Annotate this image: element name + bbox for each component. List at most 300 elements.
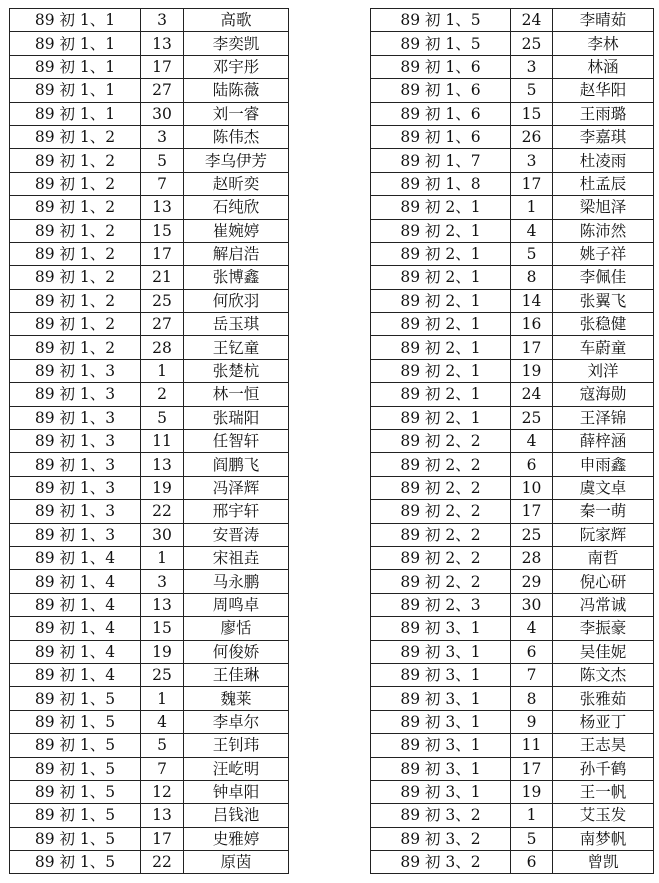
class-cell: 89 初 1、2 [10,172,141,195]
table-row [371,9,654,32]
table-row [371,242,654,265]
table-row [10,102,289,125]
name-cell: 刘一睿 [184,102,289,125]
table-row [371,406,654,429]
table-row [10,55,289,78]
table-row [10,313,289,336]
table-row [10,851,289,874]
class-cell: 89 初 1、5 [10,851,141,874]
table-row [10,32,289,55]
name-cell: 孙千鹤 [553,757,654,780]
number-cell: 17 [511,500,553,523]
number-cell: 17 [141,827,184,850]
table-row [371,289,654,312]
class-cell: 89 初 1、1 [10,55,141,78]
class-cell: 89 初 1、1 [10,79,141,102]
number-cell: 5 [141,406,184,429]
number-cell: 16 [511,313,553,336]
class-cell: 89 初 1、4 [10,546,141,569]
class-cell: 89 初 1、5 [10,804,141,827]
name-cell: 宋祖垚 [184,546,289,569]
name-cell: 周鸣卓 [184,593,289,616]
table-row [10,476,289,499]
number-cell: 27 [141,313,184,336]
name-cell: 石纯欣 [184,196,289,219]
number-cell: 15 [141,219,184,242]
table-row [10,570,289,593]
number-cell: 24 [511,9,553,32]
table-row [371,55,654,78]
class-cell: 89 初 2、2 [371,476,511,499]
number-cell: 17 [511,172,553,195]
class-cell: 89 初 1、8 [371,172,511,195]
number-cell: 28 [141,336,184,359]
name-cell: 梁旭泽 [553,196,654,219]
number-cell: 7 [511,663,553,686]
class-cell: 89 初 2、2 [371,570,511,593]
class-cell: 89 初 3、1 [371,640,511,663]
table-row [371,500,654,523]
class-cell: 89 初 1、2 [10,219,141,242]
name-cell: 薛梓涵 [553,430,654,453]
number-cell: 24 [511,383,553,406]
table-row [371,617,654,640]
name-cell: 陈文杰 [553,663,654,686]
number-cell: 6 [511,453,553,476]
class-cell: 89 初 1、3 [10,430,141,453]
class-cell: 89 初 1、6 [371,125,511,148]
table-row [371,172,654,195]
number-cell: 5 [511,827,553,850]
name-cell: 王钊玮 [184,734,289,757]
number-cell: 29 [511,570,553,593]
name-cell: 李晴茹 [553,9,654,32]
name-cell: 申雨鑫 [553,453,654,476]
number-cell: 13 [141,453,184,476]
class-cell: 89 初 1、6 [371,79,511,102]
name-cell: 陆陈薇 [184,79,289,102]
table-row [10,266,289,289]
number-cell: 19 [511,780,553,803]
name-cell: 阎鹏飞 [184,453,289,476]
number-cell: 9 [511,710,553,733]
class-cell: 89 初 1、3 [10,453,141,476]
table-row [371,430,654,453]
number-cell: 3 [141,9,184,32]
class-cell: 89 初 1、5 [10,827,141,850]
table-row [10,780,289,803]
table-row [371,640,654,663]
class-cell: 89 初 2、2 [371,453,511,476]
class-cell: 89 初 2、1 [371,266,511,289]
name-cell: 邢宇轩 [184,500,289,523]
number-cell: 14 [511,289,553,312]
number-cell: 5 [141,734,184,757]
class-cell: 89 初 1、3 [10,523,141,546]
table-row [10,149,289,172]
name-cell: 安晋涛 [184,523,289,546]
class-cell: 89 初 2、1 [371,383,511,406]
class-cell: 89 初 2、1 [371,406,511,429]
name-cell: 吴佳妮 [553,640,654,663]
number-cell: 3 [511,55,553,78]
table-row [371,336,654,359]
name-cell: 邓宇彤 [184,55,289,78]
name-cell: 王雨璐 [553,102,654,125]
table-row [371,687,654,710]
class-cell: 89 初 1、2 [10,196,141,219]
table-row [10,500,289,523]
name-cell: 张楚杭 [184,359,289,382]
class-cell: 89 初 1、5 [371,9,511,32]
name-cell: 李振豪 [553,617,654,640]
number-cell: 19 [511,359,553,382]
table-row [371,734,654,757]
class-cell: 89 初 1、3 [10,406,141,429]
name-cell: 王钇童 [184,336,289,359]
name-cell: 阮家辉 [553,523,654,546]
name-cell: 马永鹏 [184,570,289,593]
class-cell: 89 初 2、1 [371,359,511,382]
class-cell: 89 初 2、1 [371,313,511,336]
name-cell: 冯泽辉 [184,476,289,499]
class-cell: 89 初 1、3 [10,383,141,406]
class-cell: 89 初 2、3 [371,593,511,616]
class-cell: 89 初 1、5 [10,734,141,757]
class-cell: 89 初 2、2 [371,500,511,523]
table-row [10,617,289,640]
number-cell: 4 [511,617,553,640]
name-cell: 王志昊 [553,734,654,757]
name-cell: 赵华阳 [553,79,654,102]
class-cell: 89 初 1、3 [10,359,141,382]
class-cell: 89 初 1、4 [10,570,141,593]
table-row [371,383,654,406]
class-cell: 89 初 1、3 [10,476,141,499]
number-cell: 4 [141,710,184,733]
number-cell: 15 [511,102,553,125]
number-cell: 21 [141,266,184,289]
name-cell: 杜凌雨 [553,149,654,172]
table-row [371,359,654,382]
class-cell: 89 初 1、2 [10,149,141,172]
number-cell: 13 [141,804,184,827]
table-row [10,546,289,569]
table-row [10,593,289,616]
class-cell: 89 初 1、5 [10,780,141,803]
number-cell: 30 [141,102,184,125]
table-row [371,827,654,850]
table-row [10,687,289,710]
table-row [10,710,289,733]
number-cell: 27 [141,79,184,102]
number-cell: 17 [141,242,184,265]
class-cell: 89 初 3、1 [371,780,511,803]
number-cell: 8 [511,266,553,289]
number-cell: 3 [141,570,184,593]
table-row [10,406,289,429]
number-cell: 5 [511,79,553,102]
class-cell: 89 初 1、6 [371,55,511,78]
table-row [371,780,654,803]
table-row [10,663,289,686]
class-cell: 89 初 1、2 [10,313,141,336]
class-cell: 89 初 1、2 [10,289,141,312]
number-cell: 11 [511,734,553,757]
number-cell: 17 [141,55,184,78]
class-cell: 89 初 1、1 [10,32,141,55]
name-cell: 南哲 [553,546,654,569]
name-cell: 秦一萌 [553,500,654,523]
class-cell: 89 初 1、5 [10,710,141,733]
table-row [10,757,289,780]
number-cell: 22 [141,500,184,523]
class-cell: 89 初 1、4 [10,593,141,616]
number-cell: 13 [141,196,184,219]
name-cell: 李卓尔 [184,710,289,733]
name-cell: 廖恬 [184,617,289,640]
number-cell: 1 [141,546,184,569]
table-row [371,32,654,55]
class-cell: 89 初 2、1 [371,196,511,219]
name-cell: 张稳健 [553,313,654,336]
number-cell: 4 [511,430,553,453]
number-cell: 17 [511,757,553,780]
number-cell: 30 [511,593,553,616]
class-cell: 89 初 2、2 [371,523,511,546]
table-row [10,383,289,406]
table-row [10,289,289,312]
table-row [10,125,289,148]
name-cell: 原茵 [184,851,289,874]
class-cell: 89 初 1、4 [10,617,141,640]
name-cell: 车蔚童 [553,336,654,359]
class-cell: 89 初 1、3 [10,500,141,523]
table-row [10,804,289,827]
number-cell: 25 [141,289,184,312]
name-cell: 李佩佳 [553,266,654,289]
name-cell: 高歌 [184,9,289,32]
class-cell: 89 初 3、2 [371,804,511,827]
right-roster-body [371,9,654,874]
left-roster-body [10,9,289,874]
class-cell: 89 初 1、5 [10,687,141,710]
table-row [10,336,289,359]
number-cell: 25 [511,523,553,546]
number-cell: 17 [511,336,553,359]
table-row [10,242,289,265]
number-cell: 1 [141,687,184,710]
class-cell: 89 初 1、5 [371,32,511,55]
class-cell: 89 初 2、1 [371,289,511,312]
number-cell: 6 [511,640,553,663]
class-cell: 89 初 1、1 [10,102,141,125]
table-row [371,851,654,874]
table-row [371,710,654,733]
number-cell: 28 [511,546,553,569]
name-cell: 曾凯 [553,851,654,874]
number-cell: 22 [141,851,184,874]
number-cell: 5 [511,242,553,265]
class-cell: 89 初 2、1 [371,219,511,242]
class-cell: 89 初 1、2 [10,125,141,148]
class-cell: 89 初 1、2 [10,336,141,359]
name-cell: 王佳琳 [184,663,289,686]
left-roster-table [9,8,289,874]
number-cell: 3 [511,149,553,172]
table-row [371,757,654,780]
name-cell: 刘洋 [553,359,654,382]
name-cell: 张瑞阳 [184,406,289,429]
table-row [371,804,654,827]
class-cell: 89 初 2、1 [371,242,511,265]
table-row [10,79,289,102]
table-row [10,430,289,453]
name-cell: 杨亚丁 [553,710,654,733]
number-cell: 26 [511,125,553,148]
name-cell: 张博鑫 [184,266,289,289]
class-cell: 89 初 3、2 [371,851,511,874]
table-row [371,523,654,546]
number-cell: 1 [511,804,553,827]
name-cell: 林涵 [553,55,654,78]
table-row [10,219,289,242]
number-cell: 25 [511,406,553,429]
table-row [371,570,654,593]
number-cell: 15 [141,617,184,640]
class-cell: 89 初 1、1 [10,9,141,32]
name-cell: 王泽锦 [553,406,654,429]
table-row [371,593,654,616]
name-cell: 张翼飞 [553,289,654,312]
number-cell: 13 [141,32,184,55]
class-cell: 89 初 3、1 [371,757,511,780]
number-cell: 10 [511,476,553,499]
class-cell: 89 初 3、1 [371,663,511,686]
number-cell: 25 [511,32,553,55]
name-cell: 汪屹明 [184,757,289,780]
table-row [10,734,289,757]
name-cell: 何欣羽 [184,289,289,312]
number-cell: 6 [511,851,553,874]
class-cell: 89 初 2、2 [371,546,511,569]
name-cell: 李奕凯 [184,32,289,55]
table-row [10,827,289,850]
class-cell: 89 初 2、1 [371,336,511,359]
name-cell: 任智轩 [184,430,289,453]
number-cell: 13 [141,593,184,616]
table-row [371,125,654,148]
name-cell: 南梦帆 [553,827,654,850]
number-cell: 1 [511,196,553,219]
table-row [10,172,289,195]
name-cell: 王一帆 [553,780,654,803]
table-row [371,196,654,219]
number-cell: 1 [141,359,184,382]
class-cell: 89 初 1、6 [371,102,511,125]
number-cell: 11 [141,430,184,453]
number-cell: 7 [141,757,184,780]
name-cell: 李嘉琪 [553,125,654,148]
name-cell: 钟卓阳 [184,780,289,803]
table-row [371,149,654,172]
class-cell: 89 初 1、7 [371,149,511,172]
number-cell: 2 [141,383,184,406]
table-row [371,453,654,476]
number-cell: 19 [141,640,184,663]
name-cell: 赵昕奕 [184,172,289,195]
table-row [10,453,289,476]
class-cell: 89 初 3、1 [371,734,511,757]
name-cell: 林一恒 [184,383,289,406]
name-cell: 史雅婷 [184,827,289,850]
table-row [371,266,654,289]
table-row [371,476,654,499]
number-cell: 25 [141,663,184,686]
name-cell: 杜孟辰 [553,172,654,195]
table-row [371,546,654,569]
name-cell: 崔婉婷 [184,219,289,242]
name-cell: 魏莱 [184,687,289,710]
class-cell: 89 初 3、1 [371,710,511,733]
name-cell: 艾玉发 [553,804,654,827]
table-row [371,219,654,242]
name-cell: 姚子祥 [553,242,654,265]
table-row [10,196,289,219]
name-cell: 岳玉琪 [184,313,289,336]
name-cell: 倪心研 [553,570,654,593]
name-cell: 李乌伊芳 [184,149,289,172]
table-row [371,102,654,125]
table-row [10,359,289,382]
class-cell: 89 初 1、4 [10,640,141,663]
class-cell: 89 初 3、1 [371,687,511,710]
number-cell: 8 [511,687,553,710]
number-cell: 3 [141,125,184,148]
name-cell: 解启浩 [184,242,289,265]
number-cell: 5 [141,149,184,172]
table-row [371,663,654,686]
class-cell: 89 初 1、5 [10,757,141,780]
table-row [10,640,289,663]
class-cell: 89 初 1、2 [10,242,141,265]
class-cell: 89 初 3、1 [371,617,511,640]
number-cell: 12 [141,780,184,803]
name-cell: 寇海勋 [553,383,654,406]
table-row [10,9,289,32]
table-row [371,79,654,102]
name-cell: 陈沛然 [553,219,654,242]
name-cell: 虞文卓 [553,476,654,499]
class-cell: 89 初 3、2 [371,827,511,850]
class-cell: 89 初 2、2 [371,430,511,453]
name-cell: 吕钱池 [184,804,289,827]
table-row [371,313,654,336]
name-cell: 冯常诚 [553,593,654,616]
name-cell: 张雅茹 [553,687,654,710]
number-cell: 7 [141,172,184,195]
number-cell: 19 [141,476,184,499]
table-row [10,523,289,546]
right-roster-table [370,8,654,874]
number-cell: 4 [511,219,553,242]
name-cell: 李林 [553,32,654,55]
name-cell: 陈伟杰 [184,125,289,148]
class-cell: 89 初 1、4 [10,663,141,686]
class-cell: 89 初 1、2 [10,266,141,289]
number-cell: 30 [141,523,184,546]
name-cell: 何俊娇 [184,640,289,663]
